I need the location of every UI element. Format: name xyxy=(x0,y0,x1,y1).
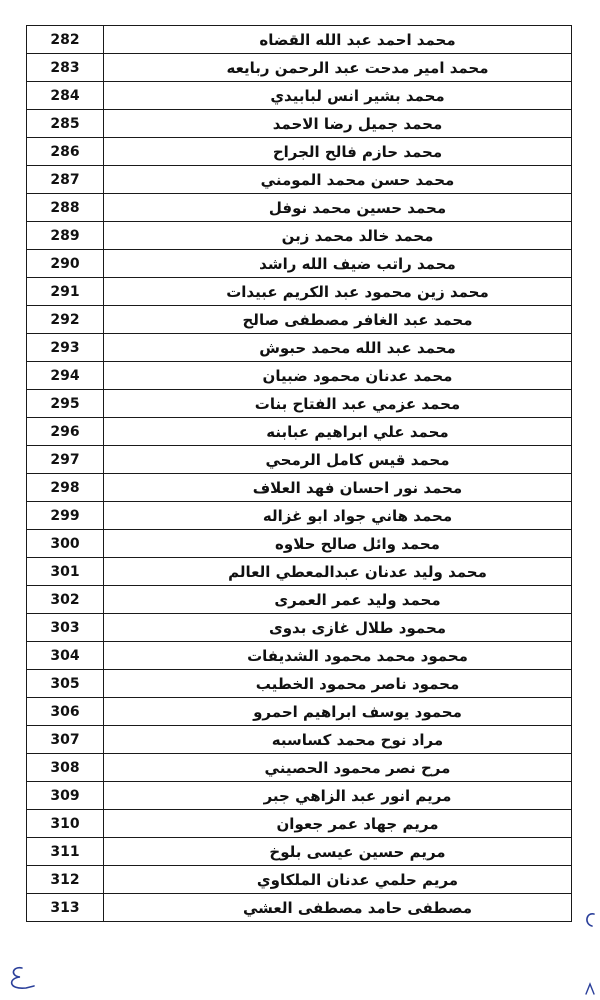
table-row xyxy=(27,782,572,810)
table-row xyxy=(27,138,572,166)
student-name-cell: محمد عبد الغافر مصطفى صالح xyxy=(104,306,572,334)
row-number-cell: 310 xyxy=(27,810,104,838)
row-number-cell: 299 xyxy=(27,502,104,530)
student-name-cell: مريم حلمي عدنان الملكاوي xyxy=(104,866,572,894)
student-name-cell: محمد وليد عدنان عبدالمعطي العالم xyxy=(104,558,572,586)
row-number-cell: 291 xyxy=(27,278,104,306)
student-name-cell: محمد راتب ضيف الله راشد xyxy=(104,250,572,278)
student-name-cell: محمد حسن محمد المومني xyxy=(104,166,572,194)
row-number-cell: 308 xyxy=(27,754,104,782)
handwritten-mark-left-icon xyxy=(0,962,40,996)
table-row xyxy=(27,54,572,82)
row-number-cell: 287 xyxy=(27,166,104,194)
student-name-cell: محمود طلال غازى بدوى xyxy=(104,614,572,642)
row-number-cell: 283 xyxy=(27,54,104,82)
student-name-cell: مصطفى حامد مصطفى العشي xyxy=(104,894,572,922)
student-name-cell: محمد عبد الله محمد حبوش xyxy=(104,334,572,362)
student-name-cell: محمد خالد محمد زبن xyxy=(104,222,572,250)
student-name-cell: محمود ناصر محمود الخطيب xyxy=(104,670,572,698)
student-name-cell: محمود يوسف ابراهيم احمرو xyxy=(104,698,572,726)
row-number-cell: 312 xyxy=(27,866,104,894)
table-row xyxy=(27,586,572,614)
row-number-cell: 298 xyxy=(27,474,104,502)
student-name-cell: مريم جهاد عمر جعوان xyxy=(104,810,572,838)
table-row xyxy=(27,306,572,334)
row-number-cell: 293 xyxy=(27,334,104,362)
table-row xyxy=(27,362,572,390)
names-table xyxy=(26,25,572,922)
table-row xyxy=(27,894,572,922)
row-number-cell: 313 xyxy=(27,894,104,922)
student-name-cell: محمد قيس كامل الرمحي xyxy=(104,446,572,474)
table-row xyxy=(27,670,572,698)
table-row xyxy=(27,166,572,194)
row-number-cell: 288 xyxy=(27,194,104,222)
row-number-cell: 300 xyxy=(27,530,104,558)
handwritten-mark-right-bottom-icon xyxy=(582,978,600,998)
student-name-cell: محمد حازم فالح الجراح xyxy=(104,138,572,166)
table-row xyxy=(27,642,572,670)
table-row xyxy=(27,222,572,250)
table-row xyxy=(27,250,572,278)
handwritten-mark-right-icon xyxy=(578,900,600,940)
table-row xyxy=(27,502,572,530)
student-name-cell: محمد علي ابراهيم عبابنه xyxy=(104,418,572,446)
table-row xyxy=(27,334,572,362)
table-row xyxy=(27,278,572,306)
row-number-cell: 282 xyxy=(27,26,104,54)
table-row xyxy=(27,110,572,138)
student-name-cell: محمد وائل صالح حلاوه xyxy=(104,530,572,558)
row-number-cell: 304 xyxy=(27,642,104,670)
row-number-cell: 295 xyxy=(27,390,104,418)
table-row xyxy=(27,530,572,558)
table-row xyxy=(27,614,572,642)
row-number-cell: 306 xyxy=(27,698,104,726)
row-number-cell: 311 xyxy=(27,838,104,866)
student-name-cell: محمد عزمي عبد الفتاح بنات xyxy=(104,390,572,418)
row-number-cell: 305 xyxy=(27,670,104,698)
student-name-cell: مريم حسين عيسى بلوخ xyxy=(104,838,572,866)
table-row xyxy=(27,26,572,54)
table-row xyxy=(27,866,572,894)
row-number-cell: 284 xyxy=(27,82,104,110)
table-row xyxy=(27,810,572,838)
row-number-cell: 289 xyxy=(27,222,104,250)
row-number-cell: 309 xyxy=(27,782,104,810)
table-row xyxy=(27,446,572,474)
student-name-cell: محمد وليد عمر العمرى xyxy=(104,586,572,614)
table-row xyxy=(27,390,572,418)
student-name-cell: مريم انور عبد الزاهي جبر xyxy=(104,782,572,810)
row-number-cell: 286 xyxy=(27,138,104,166)
row-number-cell: 297 xyxy=(27,446,104,474)
student-name-cell: مرح نصر محمود الحصيني xyxy=(104,754,572,782)
student-name-cell: محمد زين محمود عبد الكريم عبيدات xyxy=(104,278,572,306)
row-number-cell: 307 xyxy=(27,726,104,754)
student-name-cell: محمد نور احسان فهد العلاف xyxy=(104,474,572,502)
student-name-cell: محمد هاني جواد ابو غزاله xyxy=(104,502,572,530)
student-name-cell: محمد جميل رضا الاحمد xyxy=(104,110,572,138)
student-name-cell: محمد عدنان محمود ضبيان xyxy=(104,362,572,390)
names-table-body xyxy=(27,26,572,922)
table-row xyxy=(27,754,572,782)
row-number-cell: 285 xyxy=(27,110,104,138)
row-number-cell: 294 xyxy=(27,362,104,390)
row-number-cell: 292 xyxy=(27,306,104,334)
student-name-cell: مراد نوح محمد كساسبه xyxy=(104,726,572,754)
table-row xyxy=(27,558,572,586)
student-name-cell: محمد احمد عبد الله القضاه xyxy=(104,26,572,54)
table-row xyxy=(27,698,572,726)
row-number-cell: 290 xyxy=(27,250,104,278)
student-name-cell: محمد امير مدحت عبد الرحمن ربايعه xyxy=(104,54,572,82)
row-number-cell: 301 xyxy=(27,558,104,586)
table-row xyxy=(27,474,572,502)
table-row xyxy=(27,82,572,110)
student-name-cell: محمد بشير انس لبابيدي xyxy=(104,82,572,110)
table-row xyxy=(27,194,572,222)
row-number-cell: 296 xyxy=(27,418,104,446)
table-row xyxy=(27,726,572,754)
row-number-cell: 303 xyxy=(27,614,104,642)
student-name-cell: محمود محمد محمود الشديفات xyxy=(104,642,572,670)
table-row xyxy=(27,418,572,446)
student-name-cell: محمد حسين محمد نوفل xyxy=(104,194,572,222)
row-number-cell: 302 xyxy=(27,586,104,614)
table-row xyxy=(27,838,572,866)
